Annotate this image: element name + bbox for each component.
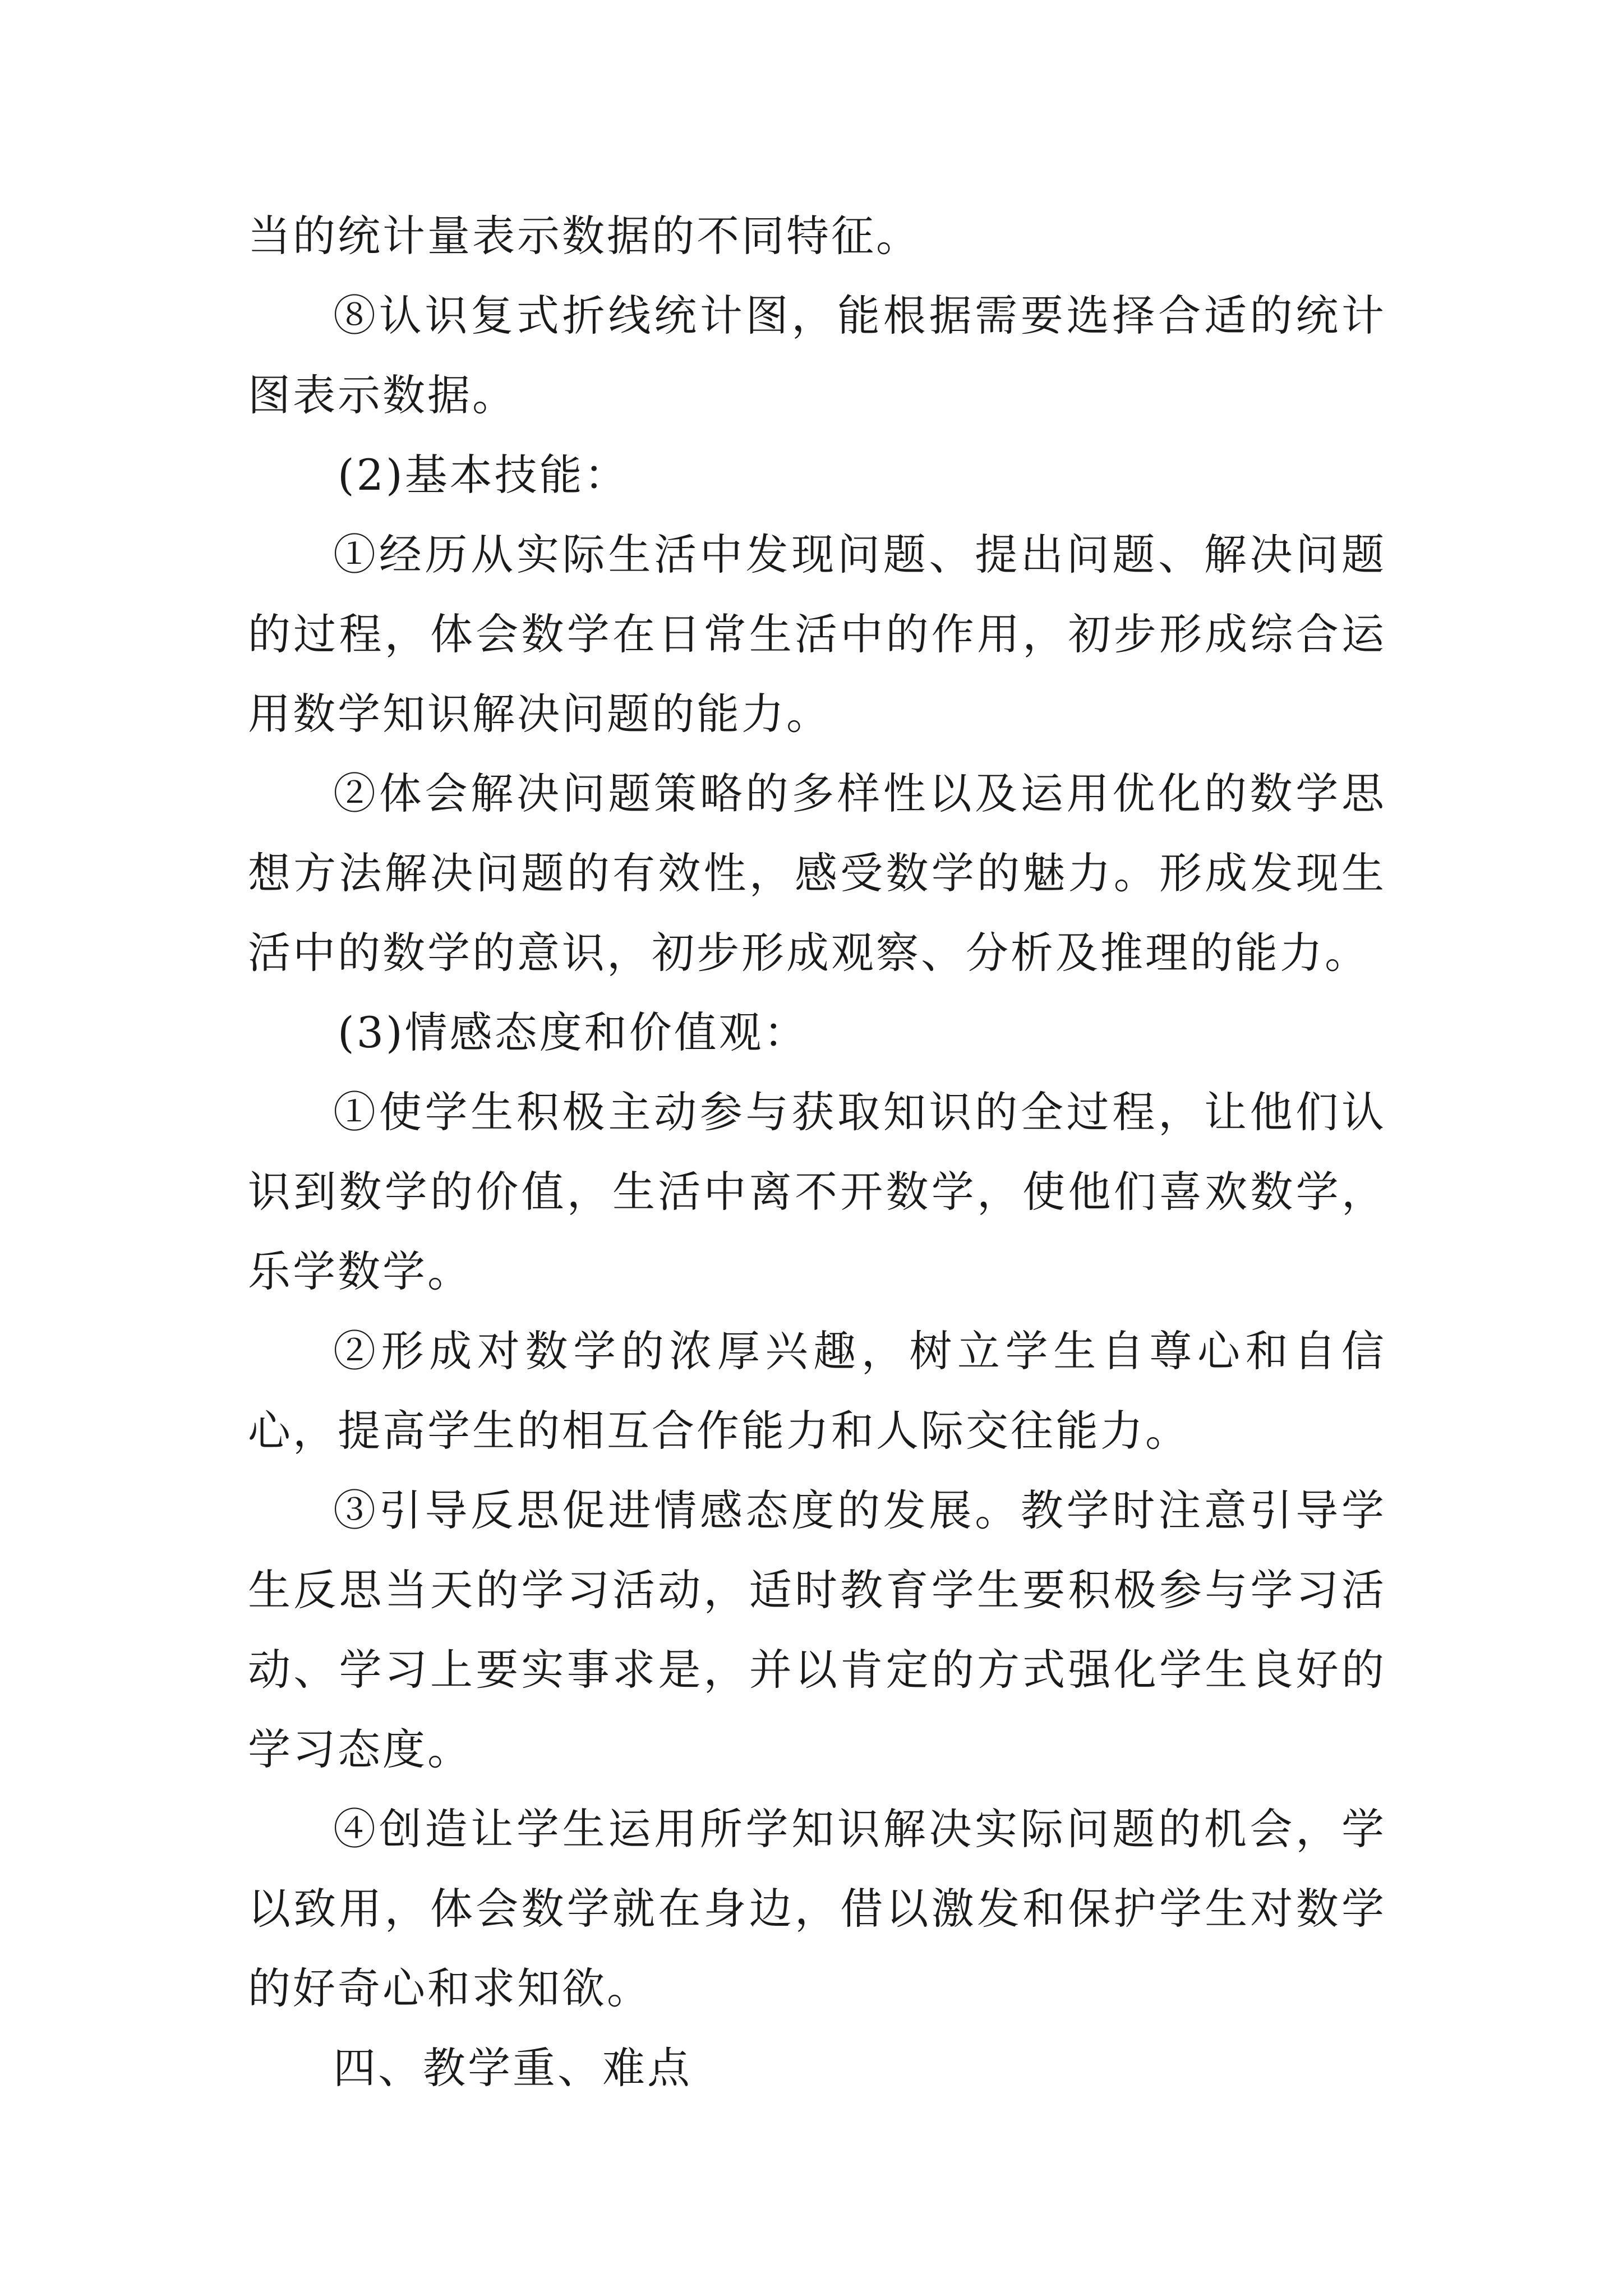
paragraph-item-8: ⑧认识复式折线统计图，能根据需要选择合适的统计图表示数据。 xyxy=(248,291,1386,420)
paragraph-attitude-2: ②形成对数学的浓厚兴趣，树立学生自尊心和自信心，提高学生的相互合作能力和人际交往能力。 xyxy=(248,1326,1386,1456)
paragraph-continuation: 当的统计量表示数据的不同特征。 xyxy=(248,211,921,261)
paragraph-attitude-4: ④创造让学生运用所学知识解决实际问题的机会，学以致用，体会数学就在身边，借以激发和保护学生对数学的好奇心和求知欲。 xyxy=(248,1804,1386,2013)
paragraph-attitude-3: ③引导反思促进情感态度的发展。教学时注意引导学生反思当天的学习活动，适时教育学生要积极参与学习活动、学习上要实事求是，并以肯定的方式强化学生良好的学习态度。 xyxy=(248,1485,1386,1774)
section-heading-basic-skills: (2)基本技能： xyxy=(338,450,629,500)
paragraph-skill-2: ②体会解决问题策略的多样性以及运用优化的数学思想方法解决问题的有效性，感受数学的魅力。形成发现生活中的数学的意识，初步形成观察、分析及推理的能力。 xyxy=(248,769,1386,978)
document-body xyxy=(248,196,1386,2108)
section-heading-attitudes: (3)情感态度和价值观： xyxy=(338,1007,809,1057)
paragraph-attitude-1: ①使学生积极主动参与获取知识的全过程，让他们认识到数学的价值，生活中离不开数学，使他们喜欢数学，乐学数学。 xyxy=(248,1087,1386,1296)
paragraph-skill-1: ①经历从实际生活中发现问题、提出问题、解决问题的过程，体会数学在日常生活中的作用，初步形成综合运用数学知识解决问题的能力。 xyxy=(248,530,1386,739)
section-heading-key-points: 四、教学重、难点 xyxy=(333,2043,692,2093)
